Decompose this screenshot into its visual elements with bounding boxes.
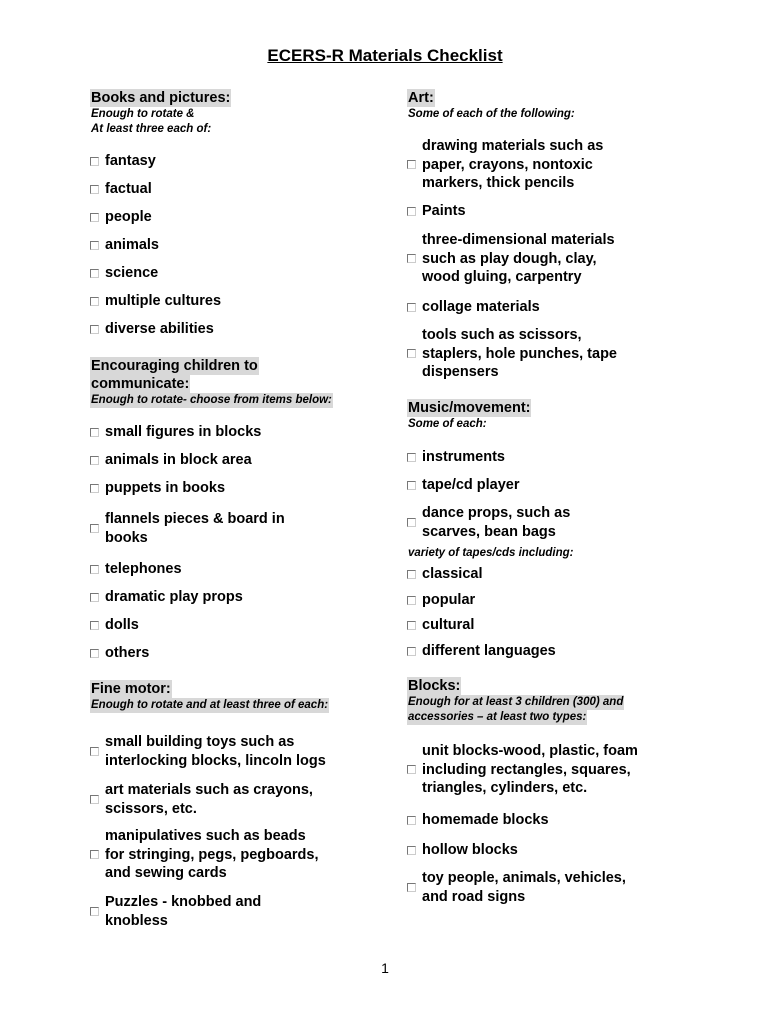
music-heading: Music/movement: — [408, 400, 531, 416]
books-subheading-2: At least three each of: — [91, 123, 212, 135]
checkbox[interactable] — [407, 303, 416, 312]
blocks-subheading: Enough for at least 3 children (300) and — [408, 696, 624, 708]
checklist-item[interactable]: people — [90, 208, 152, 227]
checkbox[interactable] — [90, 524, 99, 533]
checklist-item[interactable]: manipulatives such as beads for stringing, pegs, pegboards, and sewing cards — [90, 827, 319, 883]
checkbox[interactable] — [407, 207, 416, 216]
checklist-item[interactable]: instruments — [407, 448, 505, 467]
page-title: ECERS-R Materials Checklist — [267, 46, 503, 65]
art-heading: Art: — [408, 90, 434, 106]
checkbox[interactable] — [90, 484, 99, 493]
page-number: 1 — [381, 960, 389, 976]
checklist-item[interactable]: three-dimensional materials such as play dough, clay, wood gluing, carpentry — [407, 231, 615, 287]
checklist-item[interactable]: collage materials — [407, 298, 540, 317]
checklist-item[interactable]: small building toys such as interlocking blocks, lincoln logs — [90, 733, 326, 770]
checklist-item[interactable]: puppets in books — [90, 479, 225, 498]
checkbox[interactable] — [90, 649, 99, 658]
music-subheading: Some of each: — [408, 418, 487, 430]
checkbox[interactable] — [407, 596, 416, 605]
checkbox[interactable] — [90, 325, 99, 334]
checkbox[interactable] — [407, 621, 416, 630]
checkbox[interactable] — [90, 269, 99, 278]
checklist-item[interactable]: unit blocks-wood, plastic, foam including rectangles, squares, triangles, cylinders, etc. — [407, 742, 638, 798]
checklist-item[interactable]: homemade blocks — [407, 811, 549, 830]
checklist-item[interactable]: science — [90, 264, 158, 283]
checkbox[interactable] — [407, 570, 416, 579]
checklist-item[interactable]: multiple cultures — [90, 292, 221, 311]
checkbox[interactable] — [407, 481, 416, 490]
checkbox[interactable] — [407, 349, 416, 358]
checklist-item[interactable]: fantasy — [90, 152, 156, 171]
checklist-item[interactable]: different languages — [407, 642, 556, 661]
communicate-heading-2: communicate: — [91, 376, 190, 392]
checkbox[interactable] — [407, 883, 416, 892]
checklist-item[interactable]: dolls — [90, 616, 139, 635]
checklist-item[interactable]: toy people, animals, vehicles, and road signs — [407, 869, 626, 906]
checklist-item[interactable]: animals in block area — [90, 451, 252, 470]
checklist-item[interactable]: Paints — [407, 202, 466, 221]
checkbox[interactable] — [407, 846, 416, 855]
checklist-item[interactable]: animals — [90, 236, 159, 255]
checkbox[interactable] — [90, 185, 99, 194]
checklist-item[interactable]: factual — [90, 180, 152, 199]
checkbox[interactable] — [90, 565, 99, 574]
checklist-item[interactable]: flannels pieces & board in books — [90, 510, 285, 547]
checkbox[interactable] — [90, 850, 99, 859]
books-subheading: Enough to rotate & — [91, 108, 195, 120]
checkbox[interactable] — [90, 428, 99, 437]
checklist-item[interactable]: telephones — [90, 560, 182, 579]
checkbox[interactable] — [90, 795, 99, 804]
checkbox[interactable] — [90, 297, 99, 306]
checkbox[interactable] — [90, 747, 99, 756]
checklist-item[interactable]: drawing materials such as paper, crayons, nontoxic markers, thick pencils — [407, 137, 603, 193]
checklist-item[interactable]: dance props, such as scarves, bean bags — [407, 504, 570, 541]
blocks-heading: Blocks: — [408, 678, 461, 694]
checklist-item[interactable]: others — [90, 644, 149, 663]
checkbox[interactable] — [90, 593, 99, 602]
checklist-item[interactable]: hollow blocks — [407, 841, 518, 860]
checkbox[interactable] — [90, 157, 99, 166]
checkbox[interactable] — [90, 907, 99, 916]
checklist-item[interactable]: classical — [407, 565, 482, 584]
checkbox[interactable] — [407, 647, 416, 656]
blocks-subheading-2: accessories – at least two types: — [408, 711, 587, 723]
checklist-item[interactable]: tools such as scissors, staplers, hole punches, tape dispensers — [407, 326, 617, 382]
checklist-item[interactable]: tape/cd player — [407, 476, 520, 495]
checklist-item[interactable]: popular — [407, 591, 475, 610]
checkbox[interactable] — [90, 456, 99, 465]
checklist-item[interactable]: dramatic play props — [90, 588, 243, 607]
checkbox[interactable] — [407, 453, 416, 462]
checkbox[interactable] — [407, 254, 416, 263]
checklist-item[interactable]: diverse abilities — [90, 320, 214, 339]
checklist-item[interactable]: cultural — [407, 616, 474, 635]
checkbox[interactable] — [90, 213, 99, 222]
fine-motor-heading: Fine motor: — [91, 681, 171, 697]
checklist-item[interactable]: small figures in blocks — [90, 423, 261, 442]
books-heading: Books and pictures: — [91, 90, 231, 106]
music-subheading-2: variety of tapes/cds including: — [408, 547, 574, 559]
fine-motor-subheading: Enough to rotate and at least three of each: — [91, 699, 329, 711]
checkbox[interactable] — [407, 160, 416, 169]
checkbox[interactable] — [90, 241, 99, 250]
communicate-heading: Encouraging children to — [91, 358, 258, 374]
checkbox[interactable] — [90, 621, 99, 630]
communicate-subheading: Enough to rotate- choose from items below: — [91, 394, 332, 406]
art-subheading: Some of each of the following: — [408, 108, 575, 120]
checklist-item[interactable]: Puzzles - knobbed and knobless — [90, 893, 261, 930]
checkbox[interactable] — [407, 816, 416, 825]
checkbox[interactable] — [407, 518, 416, 527]
checkbox[interactable] — [407, 765, 416, 774]
checklist-item[interactable]: art materials such as crayons, scissors, etc. — [90, 781, 313, 818]
